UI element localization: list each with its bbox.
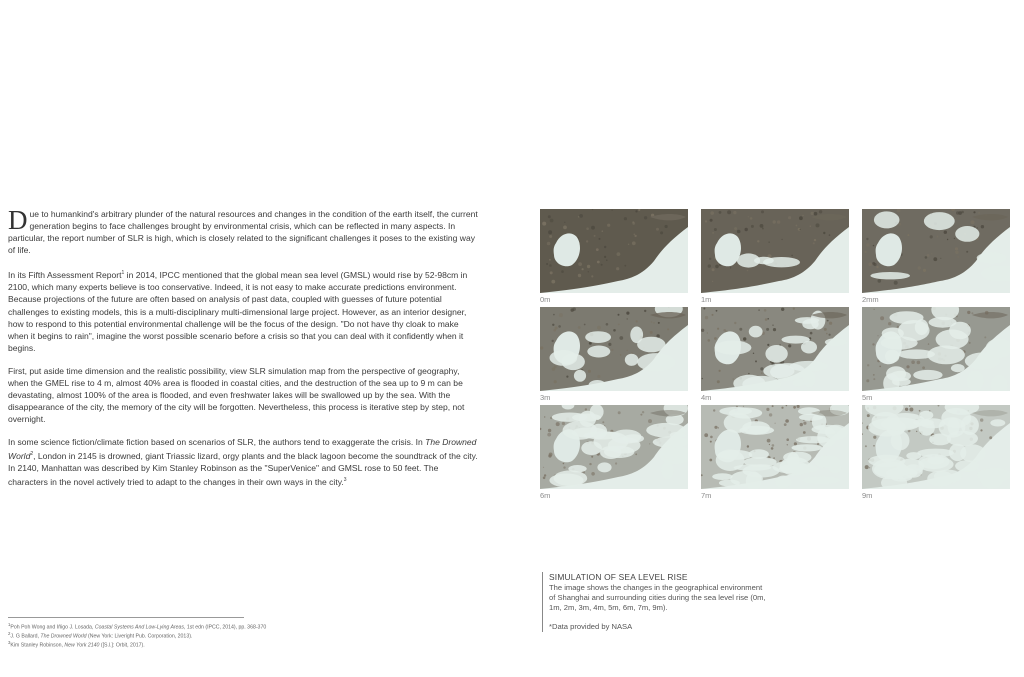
map-tile-3m (540, 307, 688, 391)
map-tile-5m (862, 307, 1010, 391)
paragraph-1: Due to humankind's arbitrary plunder of the natural resources and changes in the condition of the earth itself, the current generation begins to face challenges brought by environmental crisis, which can be reflected in many aspects. In particular, the report number of SLR is high, which is closely related to the significant challenges it poses to the existing way of life. (8, 205, 478, 256)
drop-cap: D (8, 205, 28, 235)
body-text (8, 205, 478, 499)
footnotes (8, 617, 338, 649)
paragraph-4: In some science fiction/climate fiction based on scenarios of SLR, the authors tend to exaggerate the crisis. In The Drowned World$^2$, London in 2145 is drowned, giant Triassic lizard, orgy plants and the black lagoon become the soundtrack of the city. In 2140, Manhattan was described by Kim Stanley Robinson as the "SuperVenice" and GMSL rose to 50 feet. The characters in the novel actively tried to adapt to the changes in their own ways in the city.$^3$ (8, 437, 478, 488)
map-label-2mm: 2mm (862, 295, 879, 304)
map-tile-0m (540, 209, 688, 293)
footnote-ref: 3 (343, 477, 347, 484)
map-tile-6m (540, 405, 688, 489)
map-label-5m: 5m (862, 393, 873, 402)
map-label-3m: 3m (540, 393, 551, 402)
map-label-6m: 6m (540, 491, 551, 500)
map-label-0m: 0m (540, 295, 551, 304)
footnote-ref: 1 (121, 270, 125, 277)
map-tile-4m (701, 307, 849, 391)
map-label-9m: 9m (862, 491, 873, 500)
footnote-1: $^1$Poh Poh Wong and Iñigo J. Losada, Coastal Systems And Low-Lying Areas, 1st edn (IPCC, 2014), pp. 368-370 (8, 622, 267, 631)
map-tile-7m (701, 405, 849, 489)
footnote-divider (8, 617, 244, 618)
map-tile-2mm (862, 209, 1010, 293)
map-tile-1m (701, 209, 849, 293)
map-tile-9m (862, 405, 1010, 489)
map-label-1m: 1m (701, 295, 712, 304)
paragraph-2: In its Fifth Assessment Report$^1$ in 2014, IPCC mentioned that the global mean sea level (GMSL) would rise by 52-98cm in 2100, which many experts believe is too conservative. Indeed, it is not easy to make accurate predictions environment. Because projections of the future are often based on analysis of past data, coupled with guesses of future potential challenges to existing models, this is a multi-disciplinary multi-dimensional large project. However, as an interior designer, how to respond to this potential environmental challenge will be the focus of the design. "Do not have thy cloak to make when it begins to rain", imagine the worst possible scenario before a crisis so that you can deal with it confidently when it begins. (8, 270, 468, 353)
caption-text: The image shows the changes in the geographical environment of Shanghai and surrounding cities during the sea level rise (0m, 1m, 2m, 3m, 4m, 5m, 6m, 7m, 9m). (549, 583, 766, 612)
paragraph-3: First, put aside time dimension and the realistic possibility, view SLR simulation map from the perspective of geography, when the GMEL rise to 4 m, almost 40% area is flooded in coastal cities, and the destruction of the sea up to 9 m can be devastating, almost 100% of the area is flooded, and even freshwater lakes will be swallowed up by the sea. With the disappearance of the city, the memory of the city will be forgotten. Nevertheless, this process is iterative step by step, not overnight. (8, 365, 465, 425)
data-source-note: *Data provided by NASA (549, 622, 633, 631)
map-label-7m: 7m (701, 491, 712, 500)
footnote-3: $^3$Kim Stanley Robinson, New York 2140 ([S.l.]: Orbit, 2017). (8, 639, 145, 649)
figure-caption (542, 572, 769, 632)
footnote-ref: 2 (30, 451, 34, 458)
map-label-4m: 4m (701, 393, 712, 402)
footnote-2: $^2$J. G Ballard, The Drowned World (New York: Liveright Pub. Corporation, 2013). (8, 630, 193, 640)
caption-title: SIMULATION OF SEA LEVEL RISE (549, 572, 688, 582)
